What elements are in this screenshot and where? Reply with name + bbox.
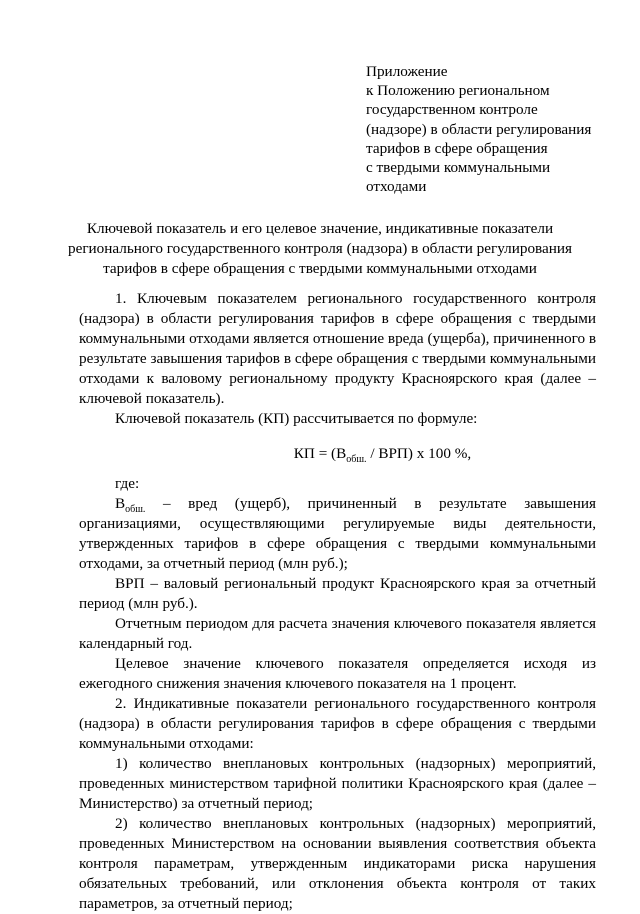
formula-prefix: КП = (В [293,445,347,462]
list-item-2: 2) количество внеплановых контрольных (надзорных) мероприятий, проведенных Министерством на основании выявления соответствия объекта контроля параметрам, утвержденным индикаторами риска нарушения обязательных требований, или отклонения объекта контроля от таких параметров, за отчетный период; [79,815,596,912]
title-line: Ключевой показатель и его целевое значение, индикативные показатели [86,220,554,237]
title-line: тарифов в сфере обращения с твердыми коммунальными отходами [103,260,537,277]
definition-harm-symbol: В [115,495,126,512]
title-line: регионального государственного контроля (надзора) в области регулирования [67,240,572,257]
appendix-line: Приложение [366,63,448,80]
appendix-line: государственном контроле [366,101,538,119]
where-label: где: [115,475,140,492]
paragraph-reporting-period: Отчетным периодом для расчета значения ключевого показателя является календарный год. [79,615,596,652]
formula-suffix: / ВРП) х 100 %, [366,445,472,462]
document-title [60,219,580,279]
formula [79,444,596,464]
appendix-header [366,62,606,196]
appendix-line: отходами [366,178,427,196]
definition-harm-text: – вред (ущерб), причиненный в результате завышения организациями, осуществляющими регулируемые виды деятельности, утвержденных тарифов в сфере обращения с твердыми коммунальными отходами, за отчетный период (млн руб.); [79,495,596,572]
paragraph-key-indicator: 1. Ключевым показателем регионального государственного контроля (надзора) в области регулирования тарифов в сфере обращения с твердыми коммунальными отходами является отношение вреда (ущерба), причиненного в результате завышения тарифов в сфере обращения с твердыми коммунальными отходами к валовому региональному продукту Красноярского края (далее – ключевой показатель). [79,290,597,407]
definition-grp: ВРП – валовый региональный продукт Красноярского края за отчетный период (млн руб.). [79,575,596,612]
paragraph-target-value: Целевое значение ключевого показателя определяется исходя из ежегодного снижения значения ключевого показателя на 1 процент. [79,655,596,692]
paragraph-formula-intro: Ключевой показатель (КП) рассчитывается по формуле: [115,410,478,427]
appendix-line: тарифов в сфере обращения [366,139,548,157]
paragraph-indicative-indicators: 2. Индикативные показатели регионального государственного контроля (надзора) в области регулирования тарифов в сфере обращения с твердыми коммунальными отходами: [79,695,596,752]
formula-subscript: обш. [346,454,367,466]
appendix-line: с твердыми коммунальными [366,159,551,177]
list-item-1: 1) количество внеплановых контрольных (надзорных) мероприятий, проведенных министерством тарифной политики Красноярского края (далее – Министерство) за отчетный период; [79,755,596,812]
document-body [79,289,596,914]
appendix-line: (надзоре) в области регулирования [366,120,592,138]
definition-harm [79,494,596,574]
appendix-line: к Положению региональном [366,82,550,100]
definition-harm-subscript: обш. [125,504,146,516]
